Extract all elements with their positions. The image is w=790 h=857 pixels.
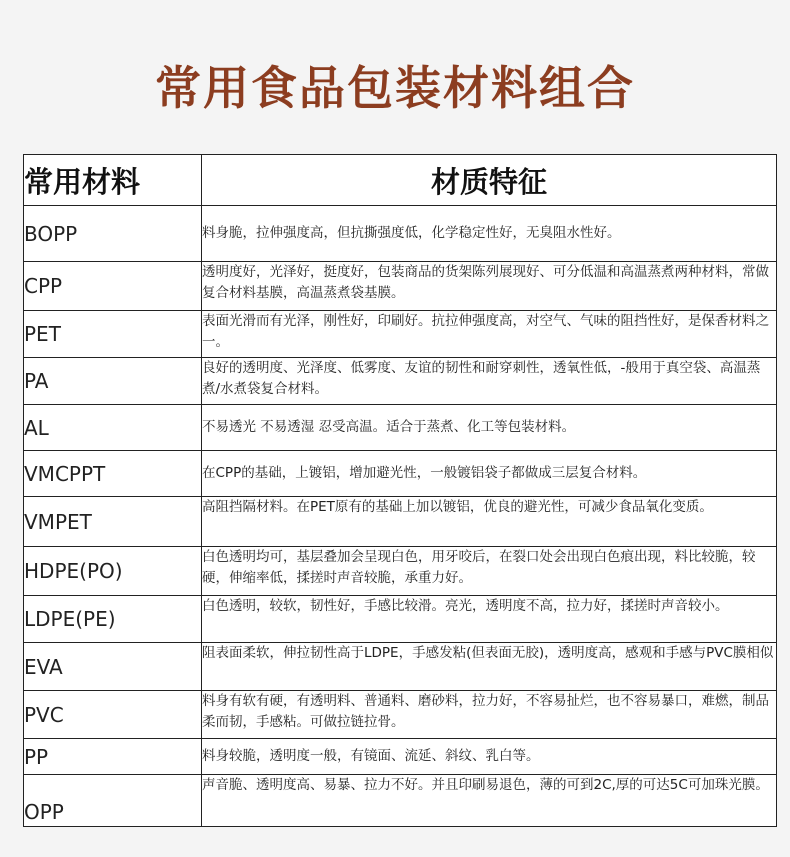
material-feature: 料身脆，拉伸强度高，但抗撕强度低，化学稳定性好，无臭阻水性好。	[202, 206, 777, 262]
material-feature: 白色透明均可，基层叠加会呈现白色，用牙咬后，在裂口处会出现白色痕出现，料比较脆，较硬，伸缩率低，揉搓时声音较脆，承重力好。	[202, 547, 777, 596]
table-row	[24, 311, 777, 358]
table-row	[24, 405, 777, 451]
material-feature: 阻表面柔软，伸拉韧性高于LDPE，手感发粘(但表面无胶)，透明度高，感观和手感与PVC膜相似	[202, 643, 777, 691]
table-row	[24, 262, 777, 311]
material-feature: 高阻挡隔材料。在PET原有的基础上加以镀铝，优良的避光性，可减少食品氧化变质。	[202, 497, 777, 547]
material-name: LDPE(PE)	[24, 596, 202, 643]
material-feature: 透明度好，光泽好，挺度好，包装商品的货架陈列展现好、可分低温和高温蒸煮两种材料，常做复合材料基膜，高温蒸煮袋基膜。	[202, 262, 777, 311]
table-header-row	[24, 155, 777, 206]
material-name: HDPE(PO)	[24, 547, 202, 596]
material-feature: 表面光滑而有光泽，刚性好，印刷好。抗拉伸强度高，对空气、气味的阻挡性好，是保香材料之一。	[202, 311, 777, 358]
material-name: CPP	[24, 262, 202, 311]
material-feature: 良好的透明度、光泽度、低雾度、友谊的韧性和耐穿刺性，透氧性低，-般用于真空袋、高温蒸煮/水煮袋复合材料。	[202, 358, 777, 405]
material-feature: 料身较脆，透明度一般，有镜面、流延、斜纹、乳白等。	[202, 739, 777, 775]
table-row	[24, 739, 777, 775]
material-name: VMCPPT	[24, 451, 202, 497]
table-row	[24, 206, 777, 262]
material-feature: 料身有软有硬，有透明料、普通料、磨砂料，拉力好，不容易扯烂，也不容易暴口，难燃，制品柔而韧，手感粘。可做拉链拉骨。	[202, 691, 777, 739]
material-name: PP	[24, 739, 202, 775]
material-name: VMPET	[24, 497, 202, 547]
material-name: PVC	[24, 691, 202, 739]
table-row	[24, 497, 777, 547]
material-feature: 声音脆、透明度高、易暴、拉力不好。并且印刷易退色，薄的可到2C,厚的可达5C可加珠光膜。	[202, 775, 777, 827]
material-name: PET	[24, 311, 202, 358]
table-row	[24, 691, 777, 739]
materials-table	[23, 154, 777, 827]
page-title: 常用食品包装材料组合	[155, 61, 635, 115]
header-feature: 材质特征	[202, 155, 777, 206]
table-row	[24, 451, 777, 497]
material-name: OPP	[24, 775, 202, 827]
material-feature: 白色透明，较软，韧性好，手感比较滑。亮光，透明度不高，拉力好，揉搓时声音较小。	[202, 596, 777, 643]
table-row	[24, 775, 777, 827]
material-name: PA	[24, 358, 202, 405]
material-name: EVA	[24, 643, 202, 691]
material-name: AL	[24, 405, 202, 451]
table-row	[24, 596, 777, 643]
material-name: BOPP	[24, 206, 202, 262]
table-row	[24, 358, 777, 405]
table-row	[24, 547, 777, 596]
table-row	[24, 643, 777, 691]
header-material: 常用材料	[24, 155, 202, 206]
material-feature: 在CPP的基础，上镀铝，增加避光性，一般镀铝袋子都做成三层复合材料。	[202, 451, 777, 497]
material-feature: 不易透光 不易透湿 忍受高温。适合于蒸煮、化工等包装材料。	[202, 405, 777, 451]
